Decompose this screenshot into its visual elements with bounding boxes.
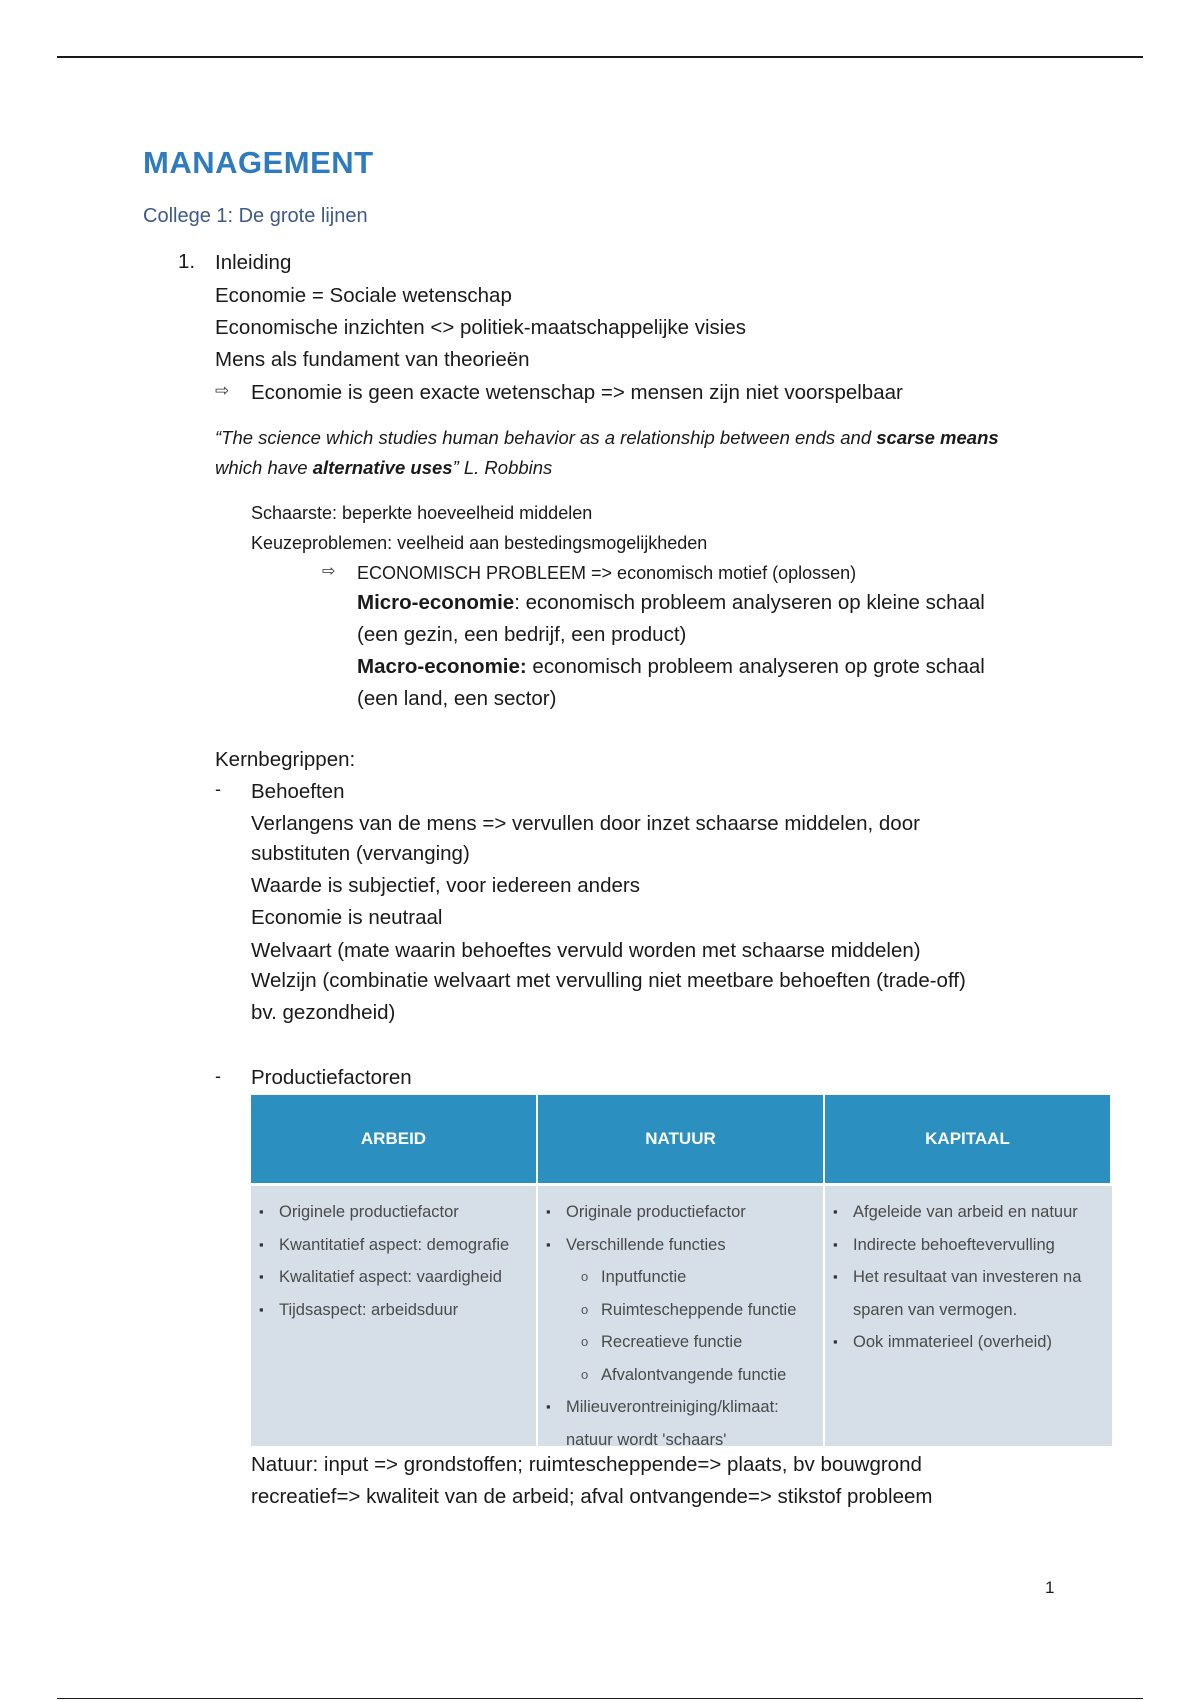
list-item: ▪ Originale productiefactor <box>546 1196 819 1229</box>
dash-bullet: - <box>215 1066 221 1086</box>
list-item: ▪ Het resultaat van investeren na <box>833 1261 1108 1294</box>
text-line: Economische inzichten <> politiek-maatschappelijke visies <box>215 316 746 339</box>
table-cell-natuur <box>538 1183 825 1449</box>
bottom-rule <box>57 1698 1143 1699</box>
term-label: Behoeften <box>251 780 345 803</box>
quote-line-1: “The science which studies human behavior as a relationship between ends and scarse means <box>215 427 999 448</box>
text-line: Economie is neutraal <box>251 906 443 929</box>
sub-list-item: o Ruimtescheppende functie <box>546 1294 819 1327</box>
page-title: MANAGEMENT <box>143 145 374 180</box>
text-line: Schaarste: beperkte hoeveelheid middelen <box>251 503 593 523</box>
text-line: Economie = Sociale wetenschap <box>215 284 512 307</box>
productiefactoren-table <box>251 1095 1112 1449</box>
micro-line: Micro-economie: economisch probleem analyseren op kleine schaal <box>357 591 985 614</box>
text-line: Verlangens van de mens => vervullen door inzet schaarse middelen, door <box>251 812 920 835</box>
arrow-icon: ⇨ <box>322 563 336 580</box>
sub-list-item: o Afvalontvangende functie <box>546 1359 819 1392</box>
top-rule <box>57 56 1143 58</box>
term-label: Productiefactoren <box>251 1066 412 1089</box>
text-line: Welzijn (combinatie welvaart met vervulling niet meetbare behoeften (trade-off) <box>251 969 966 992</box>
quote-line-2: which have alternative uses” L. Robbins <box>215 457 553 478</box>
sub-list-item: o Inputfunctie <box>546 1261 819 1294</box>
list-item: ▪ Kwantitatief aspect: demografie <box>259 1229 532 1262</box>
page-number: 1 <box>1045 1578 1055 1597</box>
list-item: ▪ Kwalitatief aspect: vaardigheid <box>259 1261 532 1294</box>
text-line: bv. gezondheid) <box>251 1001 396 1024</box>
list-item: ▪ Milieuverontreiniging/klimaat: <box>546 1391 819 1424</box>
list-item: ▪ Indirecte behoeftevervulling <box>833 1229 1108 1262</box>
list-item: ▪ Originele productiefactor <box>259 1196 532 1229</box>
text-line: (een land, een sector) <box>357 687 557 710</box>
text-line: Mens als fundament van theorieën <box>215 348 530 371</box>
text-line: substituten (vervanging) <box>251 842 470 865</box>
list-item: ▪ Verschillende functies <box>546 1229 819 1262</box>
table-cell-arbeid <box>251 1183 538 1446</box>
table-header: KAPITAAL <box>825 1095 1112 1183</box>
text-line: Welvaart (mate waarin behoeftes vervuld worden met schaarse middelen) <box>251 939 921 962</box>
list-item-continuation: natuur wordt 'schaars' <box>566 1430 727 1449</box>
table-header: NATUUR <box>538 1095 825 1183</box>
list-item: ▪ Tijdsaspect: arbeidsduur <box>259 1294 532 1327</box>
arrow-icon: ⇨ <box>215 381 230 400</box>
list-number: 1. <box>178 250 196 273</box>
conclusion-line: Economie is geen exacte wetenschap => mensen zijn niet voorspelbaar <box>251 381 903 404</box>
text-line: Keuzeproblemen: veelheid aan bestedingsmogelijkheden <box>251 533 708 553</box>
text-line: (een gezin, een bedrijf, een product) <box>357 623 687 646</box>
section-heading: Inleiding <box>215 251 292 274</box>
sub-list-item: o Recreatieve functie <box>546 1326 819 1359</box>
macro-line: Macro-economie: economisch probleem analyseren op grote schaal <box>357 655 985 678</box>
table-header: ARBEID <box>251 1095 538 1183</box>
kernbegrippen-heading: Kernbegrippen: <box>215 748 356 771</box>
list-item-continuation: sparen van vermogen. <box>853 1300 1018 1319</box>
text-line: Natuur: input => grondstoffen; ruimtescheppende=> plaats, bv bouwgrond <box>251 1453 922 1476</box>
list-item: ▪ Ook immaterieel (overheid) <box>833 1326 1108 1359</box>
table-cell-kapitaal <box>825 1183 1112 1446</box>
text-line: Waarde is subjectief, voor iedereen anders <box>251 874 640 897</box>
text-line: recreatief=> kwaliteit van de arbeid; afval ontvangende=> stikstof probleem <box>251 1485 933 1508</box>
subtitle: College 1: De grote lijnen <box>143 205 368 227</box>
list-item: ▪ Afgeleide van arbeid en natuur <box>833 1196 1108 1229</box>
dash-bullet: - <box>215 779 221 799</box>
text-line: ECONOMISCH PROBLEEM => economisch motief (oplossen) <box>357 563 857 583</box>
